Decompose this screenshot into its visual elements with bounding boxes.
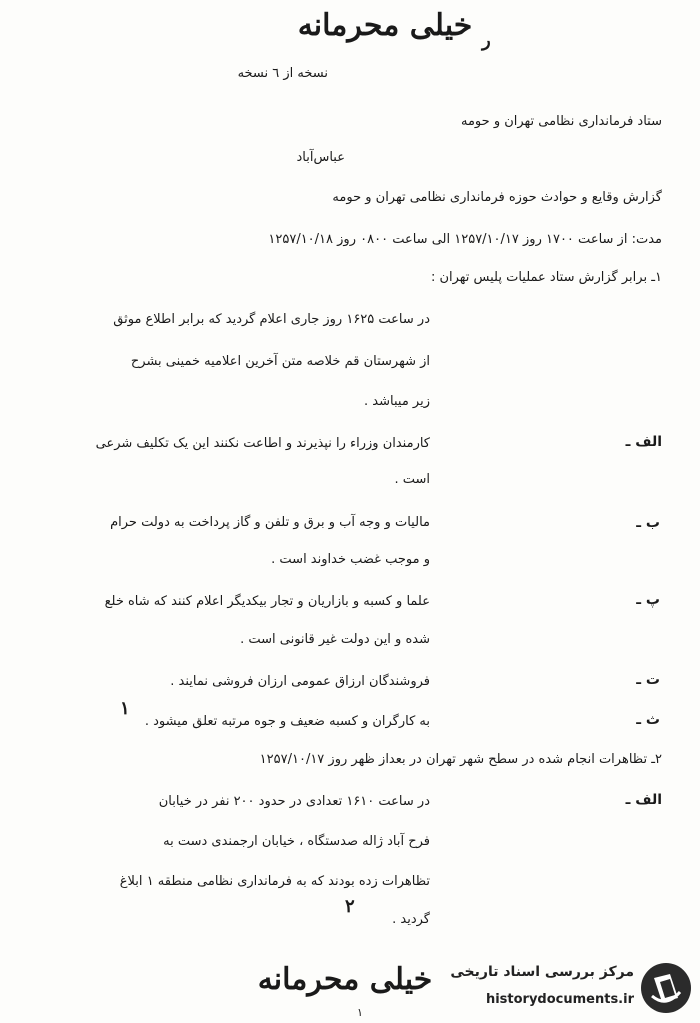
margin-mark: ۲ — [345, 896, 355, 917]
item-text-line: به کارگران و کسبه ضعیف و جوه مرتبه تعلق میشود . — [144, 714, 430, 729]
staff-line: ستاد فرمانداری نظامی تهران و حومه — [461, 114, 662, 129]
item-text-line: تظاهرات زده بودند که به فرمانداری نظامی منطقه ۱ ابلاغ — [119, 874, 430, 889]
section-2-heading: ٢ـ تظاهرات انجام شده در سطح شهر تهران در بعداز ظهر روز ۱۲۵۷/۱۰/۱۷ — [259, 752, 662, 767]
report-title: گزارش وقایع و حوادث حوزه فرمانداری نظامی تهران و حومه — [332, 190, 662, 205]
copy-count-line: نسخه از ٦ نسخه — [237, 66, 328, 81]
section-1-para-line: از شهرستان قم خلاصه متن آخرین اعلامیه خمینی بشرح — [130, 354, 430, 369]
location-line: عباس‌آباد — [296, 150, 345, 165]
watermark-logo — [450, 958, 696, 1018]
classification-stamp-bottom: خیلی محرمانه — [257, 962, 433, 997]
item-mark-be: ب ـ — [636, 515, 660, 531]
item-text-line: و موجب غضب خداوند است . — [271, 552, 430, 567]
page-number: ١ — [357, 1006, 363, 1019]
item-text-line: کارمندان وزراء را نپذیرند و اطاعت نکنند این یک تکلیف شرعی — [95, 436, 430, 451]
item-mark-se: ث ـ — [636, 712, 660, 728]
item-text-line: مالیات و وجه آب و برق و تلفن و گاز پرداخت به دولت حرام — [110, 515, 430, 530]
item-mark-te: ت ـ — [636, 672, 660, 688]
item-text-line: فرح آباد ژاله صدستگاه ، خیابان ارجمندی دست به — [163, 834, 430, 849]
item-mark-alef-2: الف ـ — [625, 792, 662, 808]
item-text-line: گردید . — [392, 912, 430, 927]
watermark-title: مرکز بررسی اسناد تاریخی — [450, 964, 634, 980]
section-1-para-line: در ساعت ۱۶۲۵ روز جاری اعلام گردید که برابر اطلاع موثق — [113, 312, 430, 327]
section-1-para-line: زیر میباشد . — [364, 394, 430, 409]
item-text-line: در ساعت ۱۶۱۰ تعدادی در حدود ۲۰۰ نفر در خیابان — [158, 794, 430, 809]
item-mark-pe: پ ـ — [636, 592, 660, 608]
report-period: مدت: از ساعت ۱۷۰۰ روز ۱۲۵۷/۱۰/۱۷ الی ساعت ۰۸۰۰ روز ۱۲۵۷/۱۰/۱۸ — [268, 232, 662, 247]
item-text-line: است . — [394, 472, 430, 487]
item-text-line: شده و این دولت غیر قانونی است . — [240, 632, 430, 647]
classification-stamp-top: خیلی محرمانه — [297, 8, 473, 43]
item-text-line: علما و کسبه و بازاریان و تجار بیکدیگر اعلام کنند که شاه خلع — [104, 594, 430, 609]
item-text-line: فروشندگان ارزاق عمومی ارزان فروشی نمایند . — [170, 674, 430, 689]
section-1-heading: ١ـ برابر گزارش ستاد عملیات پلیس تهران : — [430, 270, 662, 285]
margin-mark: ۱ — [120, 698, 130, 719]
watermark-url: historydocuments.ir — [485, 992, 634, 1007]
classification-mark: ر — [482, 30, 491, 51]
item-mark-alef: الف ـ — [625, 434, 662, 450]
archive-logo-icon — [640, 962, 692, 1014]
